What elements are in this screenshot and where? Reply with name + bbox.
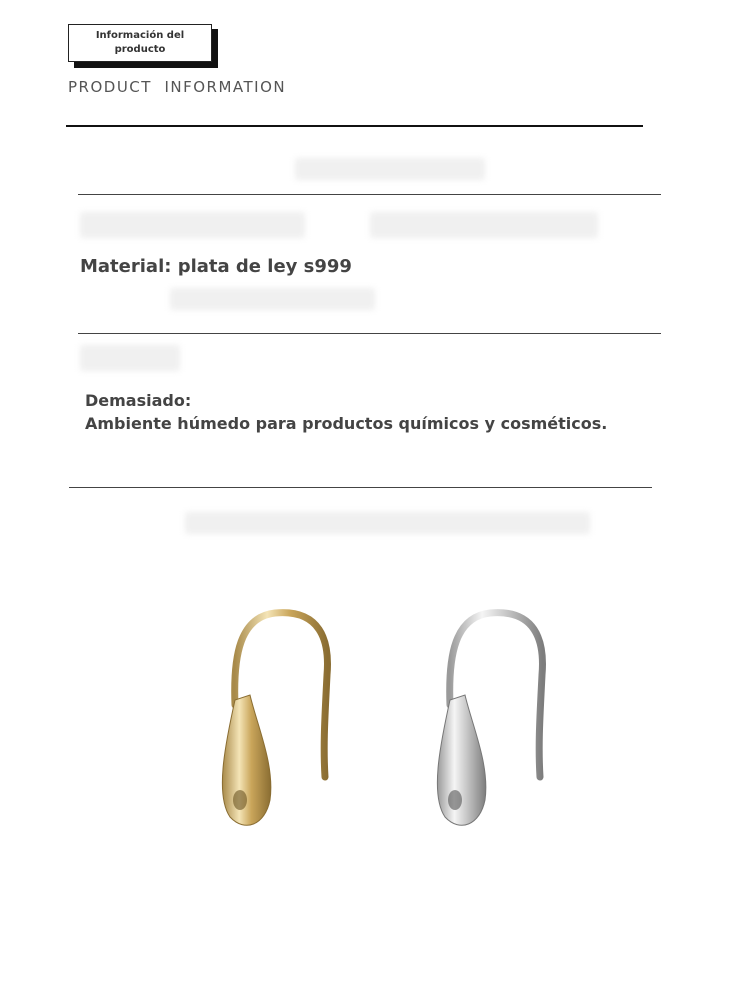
faded-text-block xyxy=(295,158,485,180)
care-label: Demasiado: xyxy=(85,391,192,410)
care-text: Ambiente húmedo para productos químicos y cosméticos. xyxy=(85,414,608,433)
faded-text-block xyxy=(80,345,180,371)
tag-box xyxy=(68,24,212,62)
material-text: Material: plata de ley s999 xyxy=(80,256,352,277)
care-notice xyxy=(85,389,607,435)
divider-1 xyxy=(78,194,661,195)
product-info-tag xyxy=(68,24,218,68)
divider-2 xyxy=(78,333,661,334)
faded-text-block xyxy=(170,288,375,310)
section-subtitle: PRODUCT INFORMATION xyxy=(68,78,287,96)
faded-text-block xyxy=(370,212,598,238)
faded-text-block xyxy=(80,212,305,238)
divider-3 xyxy=(69,487,652,488)
header-divider xyxy=(66,125,643,127)
tag-line-1: Información del xyxy=(95,30,185,41)
faded-text-block xyxy=(185,512,590,534)
earring-product-photo xyxy=(195,595,575,835)
gold-earring xyxy=(222,613,327,826)
silver-earring xyxy=(437,613,542,826)
tag-line-2: producto xyxy=(114,44,166,55)
